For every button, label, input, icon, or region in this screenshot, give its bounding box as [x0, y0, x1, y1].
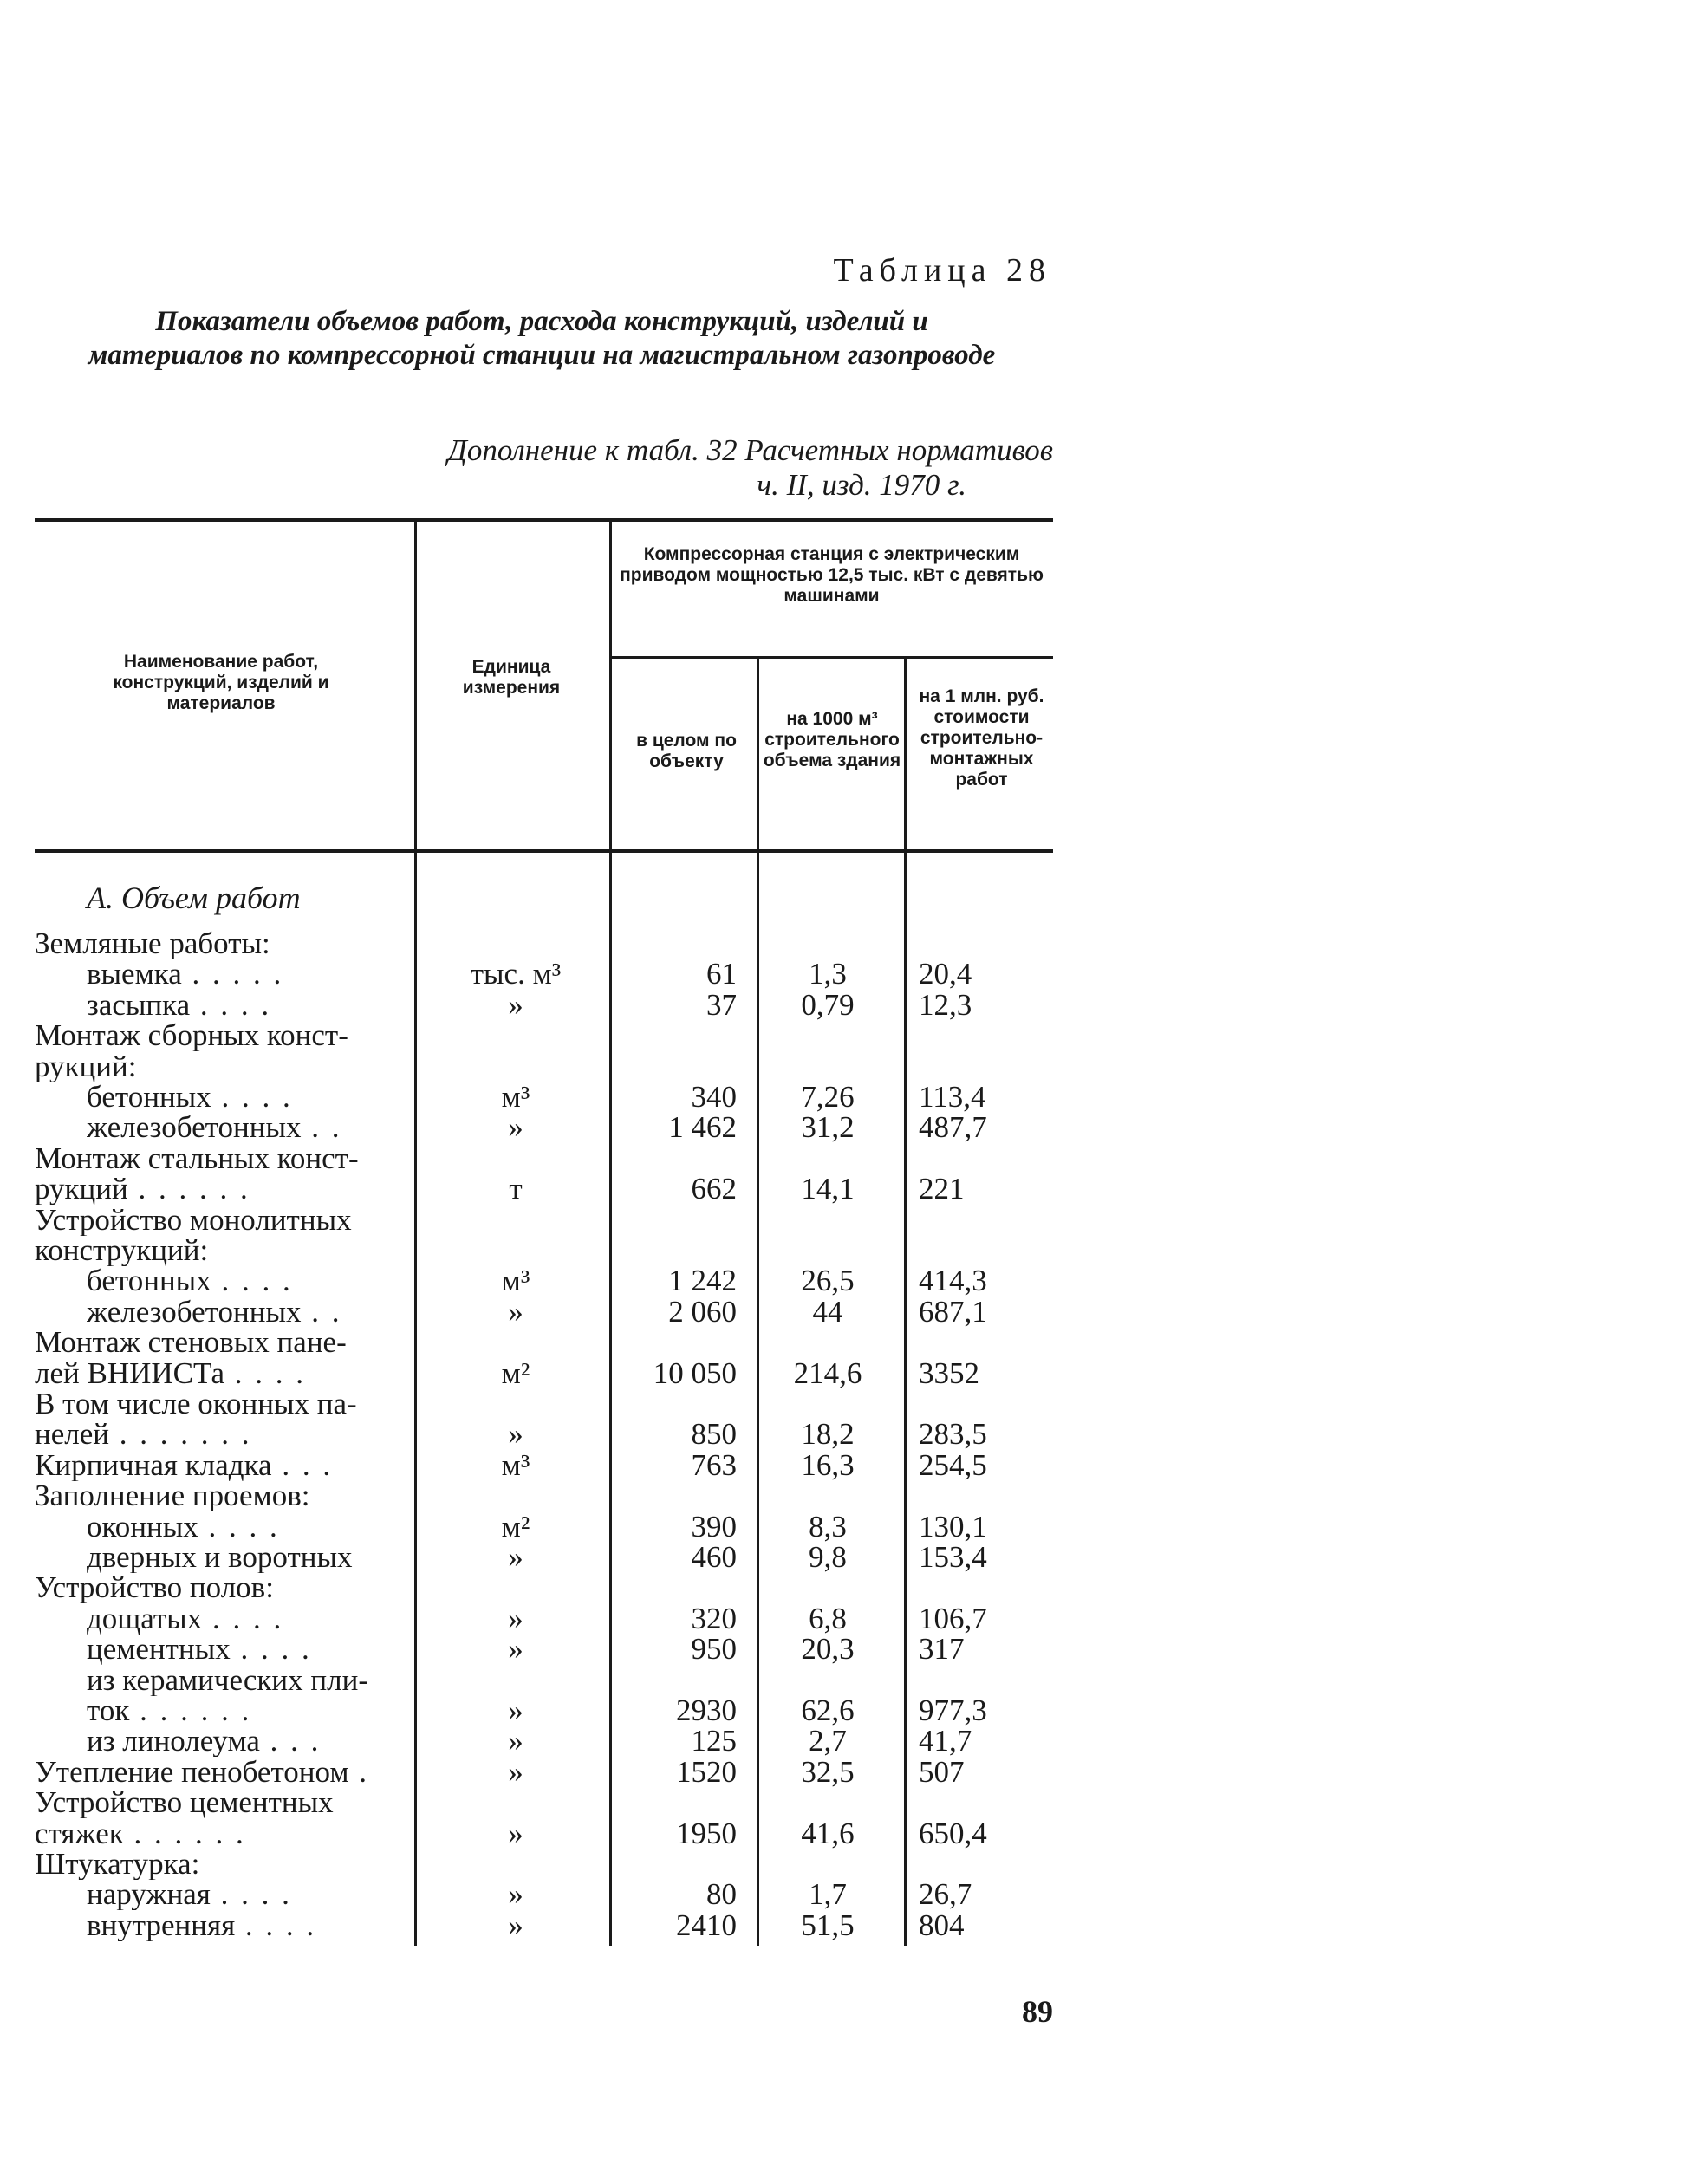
row-per1000: 1,3 — [809, 957, 847, 991]
header-col-permln: на 1 млн. руб. стоимости строительно-монтажных работ — [919, 686, 1044, 790]
row-total: 125 — [691, 1724, 737, 1758]
row-total: 2930 — [676, 1693, 737, 1727]
row-name-text: Утепление пенобетоном — [35, 1757, 349, 1788]
leader-dots: . . — [301, 1112, 342, 1143]
row-name — [35, 1388, 403, 1420]
supplement-note — [347, 433, 1053, 503]
row-name — [87, 1265, 403, 1297]
row-name-text: из линолеума — [87, 1726, 260, 1757]
row-per1000: 26,5 — [801, 1264, 855, 1297]
row-name — [35, 1173, 403, 1205]
table-row — [0, 1757, 1697, 1788]
row-total: 950 — [691, 1632, 737, 1666]
row-name-text: дощатых — [87, 1603, 203, 1635]
row-total: 1 462 — [668, 1110, 737, 1144]
table-row — [0, 1910, 1697, 1941]
row-name-text: Монтаж стальных конст- — [35, 1143, 359, 1174]
row-name — [87, 1112, 403, 1143]
header-col-total: в целом по объекту — [636, 731, 737, 771]
row-per1000: 32,5 — [801, 1755, 855, 1789]
row-unit: » — [508, 1755, 523, 1789]
table-row — [0, 1879, 1697, 1910]
row-name — [87, 1542, 403, 1573]
row-name-text: конструкций: — [35, 1235, 209, 1266]
row-name-text: Устройство цементных — [35, 1787, 334, 1818]
row-per1000: 8,3 — [809, 1510, 847, 1544]
leader-dots: . . . . — [211, 1082, 293, 1113]
table-row — [0, 1388, 1697, 1420]
table-title: Показатели объемов работ, расхода конструкций, изделий и материалов по компрессорной станции на магистральном газопроводе — [88, 306, 996, 371]
row-per1000: 214,6 — [793, 1356, 862, 1390]
section-heading: А. Объем работ — [87, 881, 301, 915]
row-per1000: 0,79 — [801, 988, 855, 1022]
page-number: 89 — [1022, 1994, 1053, 2029]
row-per1000: 1,7 — [809, 1877, 847, 1911]
row-name — [35, 1235, 403, 1266]
table-row — [0, 1634, 1697, 1665]
row-name-text: наружная — [87, 1879, 211, 1910]
row-name-text: Монтаж стеновых пане- — [35, 1327, 347, 1358]
row-name — [35, 1450, 403, 1481]
leader-dots: . — [348, 1757, 370, 1788]
row-permln: 113,4 — [919, 1080, 986, 1114]
row-name — [35, 1020, 403, 1051]
row-name — [35, 1818, 403, 1849]
row-name — [35, 1419, 403, 1450]
row-per1000: 20,3 — [801, 1632, 855, 1666]
row-per1000: 18,2 — [801, 1417, 855, 1451]
row-permln: 317 — [919, 1632, 965, 1666]
row-name-text: В том числе оконных па- — [35, 1388, 357, 1420]
row-per1000: 44 — [812, 1295, 843, 1329]
row-unit: м² — [501, 1356, 530, 1390]
row-name-text: Штукатурка: — [35, 1849, 200, 1880]
row-total: 850 — [691, 1417, 737, 1451]
row-name-text: внутренняя — [87, 1910, 236, 1941]
row-permln: 12,3 — [919, 988, 972, 1022]
table-row — [0, 1849, 1697, 1880]
table-row — [0, 959, 1697, 990]
row-per1000: 31,2 — [801, 1110, 855, 1144]
row-unit: » — [508, 1417, 523, 1451]
row-total: 2 060 — [668, 1295, 737, 1329]
row-unit: » — [508, 1632, 523, 1666]
row-name-text: дверных и воротных — [87, 1542, 353, 1573]
row-name-text: оконных — [87, 1511, 198, 1543]
table-row — [0, 1419, 1697, 1450]
row-permln: 977,3 — [919, 1693, 987, 1727]
table-row — [0, 1358, 1697, 1389]
row-name — [87, 1511, 403, 1543]
table-row — [0, 1450, 1697, 1481]
table-row — [0, 1327, 1697, 1358]
row-name — [35, 928, 403, 959]
leader-dots: . . . . . . — [127, 1173, 250, 1205]
row-permln: 41,7 — [919, 1724, 972, 1758]
row-name — [35, 1143, 403, 1174]
row-unit: » — [508, 1724, 523, 1758]
row-total: 37 — [706, 988, 737, 1022]
row-total: 80 — [706, 1877, 737, 1911]
table-row — [0, 928, 1697, 959]
leader-dots: . . . . . . — [129, 1695, 252, 1726]
row-name — [87, 1634, 403, 1665]
table-row — [0, 1082, 1697, 1113]
supplement-line-2: ч. II, изд. 1970 г. — [757, 468, 966, 502]
row-permln: 687,1 — [919, 1295, 987, 1329]
row-name-text: Устройство полов: — [35, 1572, 274, 1603]
row-name — [35, 1849, 403, 1880]
row-unit: » — [508, 1540, 523, 1574]
row-unit: » — [508, 1877, 523, 1911]
row-name-text: Кирпичная кладка — [35, 1450, 272, 1481]
table-row — [0, 1726, 1697, 1757]
row-permln: 221 — [919, 1172, 965, 1206]
row-total: 662 — [691, 1172, 737, 1206]
table-row — [0, 1695, 1697, 1726]
table-row — [0, 1480, 1697, 1511]
header-col-per1000: на 1000 м³ строительного объема здания — [763, 709, 901, 770]
row-total: 390 — [691, 1510, 737, 1544]
row-name — [35, 1757, 403, 1788]
row-unit: » — [508, 1817, 523, 1850]
row-total: 340 — [691, 1080, 737, 1114]
row-permln: 804 — [919, 1908, 965, 1942]
leader-dots: . . . . . . — [123, 1818, 246, 1849]
table-row — [0, 1297, 1697, 1328]
row-name — [87, 1726, 403, 1757]
table-row — [0, 1112, 1697, 1143]
row-name-text: Земляные работы: — [35, 928, 270, 959]
row-total: 10 050 — [653, 1356, 737, 1390]
row-total: 1520 — [676, 1755, 737, 1789]
leader-dots: . . . — [271, 1450, 334, 1481]
row-name — [87, 1603, 403, 1635]
row-per1000: 62,6 — [801, 1693, 855, 1727]
row-unit: тыс. м³ — [470, 957, 562, 991]
table-row — [0, 1542, 1697, 1573]
row-per1000: 16,3 — [801, 1448, 855, 1482]
leader-dots: . . . . — [224, 1358, 307, 1389]
row-name-text: лей ВНИИСТа — [35, 1358, 225, 1389]
table-row — [0, 1173, 1697, 1205]
row-name — [87, 1910, 403, 1941]
row-unit: м³ — [501, 1264, 530, 1297]
row-unit: » — [508, 988, 523, 1022]
row-name-text: рукций — [35, 1173, 128, 1205]
row-unit: » — [508, 1602, 523, 1635]
row-unit: » — [508, 1295, 523, 1329]
leader-dots: . . . . — [190, 990, 272, 1021]
table-row — [0, 1511, 1697, 1543]
row-unit: » — [508, 1693, 523, 1727]
row-unit: » — [508, 1908, 523, 1942]
row-name-text: Устройство монолитных — [35, 1205, 352, 1236]
leader-dots: . . . . — [198, 1511, 280, 1543]
table-row — [0, 1818, 1697, 1849]
table-row — [0, 1265, 1697, 1297]
leader-dots: . . . — [259, 1726, 322, 1757]
row-name-text: бетонных — [87, 1082, 211, 1113]
row-total: 2410 — [676, 1908, 737, 1942]
row-name — [87, 1082, 403, 1113]
row-name — [35, 1787, 403, 1818]
table-row — [0, 990, 1697, 1021]
row-total: 1 242 — [668, 1264, 737, 1297]
row-name-text: цементных — [87, 1634, 231, 1665]
row-name-text: железобетонных — [87, 1297, 302, 1328]
row-permln: 254,5 — [919, 1448, 987, 1482]
row-total: 320 — [691, 1602, 737, 1635]
leader-dots: . . . . — [230, 1634, 312, 1665]
row-per1000: 6,8 — [809, 1602, 847, 1635]
row-name — [35, 1572, 403, 1603]
header-col-name: Наименование работ, конструкций, изделий и материалов — [113, 652, 329, 713]
header-group: Компрессорная станция с электрическим приводом мощностью 12,5 тыс. кВт с девятью машинами — [620, 544, 1044, 606]
row-permln: 106,7 — [919, 1602, 987, 1635]
row-name-text: Монтаж сборных конст- — [35, 1020, 348, 1051]
leader-dots: . . . . — [202, 1603, 284, 1635]
supplement-line-1: Дополнение к табл. 32 Расчетных нормативов — [447, 433, 1053, 467]
leader-dots: . . . . — [210, 1879, 292, 1910]
row-per1000: 14,1 — [801, 1172, 855, 1206]
table-row — [0, 1235, 1697, 1266]
header-col-unit: Единица измерения — [462, 657, 561, 698]
row-name-text: ток — [87, 1695, 130, 1726]
row-name — [87, 990, 403, 1021]
row-unit: м³ — [501, 1448, 530, 1482]
table-row — [0, 1020, 1697, 1051]
row-name — [87, 959, 403, 990]
row-per1000: 2,7 — [809, 1724, 847, 1758]
row-permln: 26,7 — [919, 1877, 972, 1911]
row-unit: м³ — [501, 1080, 530, 1114]
row-name — [35, 1480, 403, 1511]
row-total: 460 — [691, 1540, 737, 1574]
row-unit: м² — [501, 1510, 530, 1544]
table-row — [0, 1051, 1697, 1082]
table-row — [0, 1603, 1697, 1635]
row-name — [35, 1051, 403, 1082]
table-row — [0, 1787, 1697, 1818]
table-label: Таблица 28 — [833, 252, 1051, 289]
row-permln: 414,3 — [919, 1264, 987, 1297]
row-permln: 20,4 — [919, 957, 972, 991]
row-name-text: из керамических пли- — [87, 1665, 368, 1696]
row-name — [35, 1205, 403, 1236]
row-name-text: выемка — [87, 959, 182, 990]
row-name-text: засыпка — [87, 990, 191, 1021]
row-permln: 153,4 — [919, 1540, 987, 1574]
row-permln: 3352 — [919, 1356, 979, 1390]
row-permln: 487,7 — [919, 1110, 987, 1144]
row-name-text: рукций: — [35, 1051, 137, 1082]
row-name-text: Заполнение проемов: — [35, 1480, 310, 1511]
row-name — [87, 1879, 403, 1910]
row-permln: 130,1 — [919, 1510, 987, 1544]
row-permln: 650,4 — [919, 1817, 987, 1850]
row-name — [87, 1695, 403, 1726]
table-row — [0, 1572, 1697, 1603]
table-row — [0, 1143, 1697, 1174]
row-permln: 507 — [919, 1755, 965, 1789]
row-per1000: 9,8 — [809, 1540, 847, 1574]
row-unit: » — [508, 1110, 523, 1144]
row-total: 61 — [706, 957, 737, 991]
leader-dots: . . . . . — [181, 959, 284, 990]
row-name-text: стяжек — [35, 1818, 124, 1849]
row-name-text: нелей — [35, 1419, 109, 1450]
row-name — [87, 1665, 403, 1696]
row-total: 763 — [691, 1448, 737, 1482]
row-name — [35, 1358, 403, 1389]
row-unit: т — [509, 1172, 523, 1206]
row-per1000: 51,5 — [801, 1908, 855, 1942]
leader-dots: . . . . — [211, 1265, 293, 1297]
table-row — [0, 1205, 1697, 1236]
row-per1000: 7,26 — [801, 1080, 855, 1114]
row-name — [87, 1297, 403, 1328]
table-top-rule — [35, 518, 1053, 522]
group-underline — [611, 656, 1053, 659]
row-total: 1950 — [676, 1817, 737, 1850]
row-per1000: 41,6 — [801, 1817, 855, 1850]
table-row — [0, 1665, 1697, 1696]
leader-dots: . . . . — [235, 1910, 317, 1941]
row-name-text: бетонных — [87, 1265, 211, 1297]
leader-dots: . . . . . . . — [109, 1419, 252, 1450]
row-name — [35, 1327, 403, 1358]
row-name-text: железобетонных — [87, 1112, 302, 1143]
leader-dots: . . — [301, 1297, 342, 1328]
row-permln: 283,5 — [919, 1417, 987, 1451]
header-bottom-rule — [35, 849, 1053, 853]
